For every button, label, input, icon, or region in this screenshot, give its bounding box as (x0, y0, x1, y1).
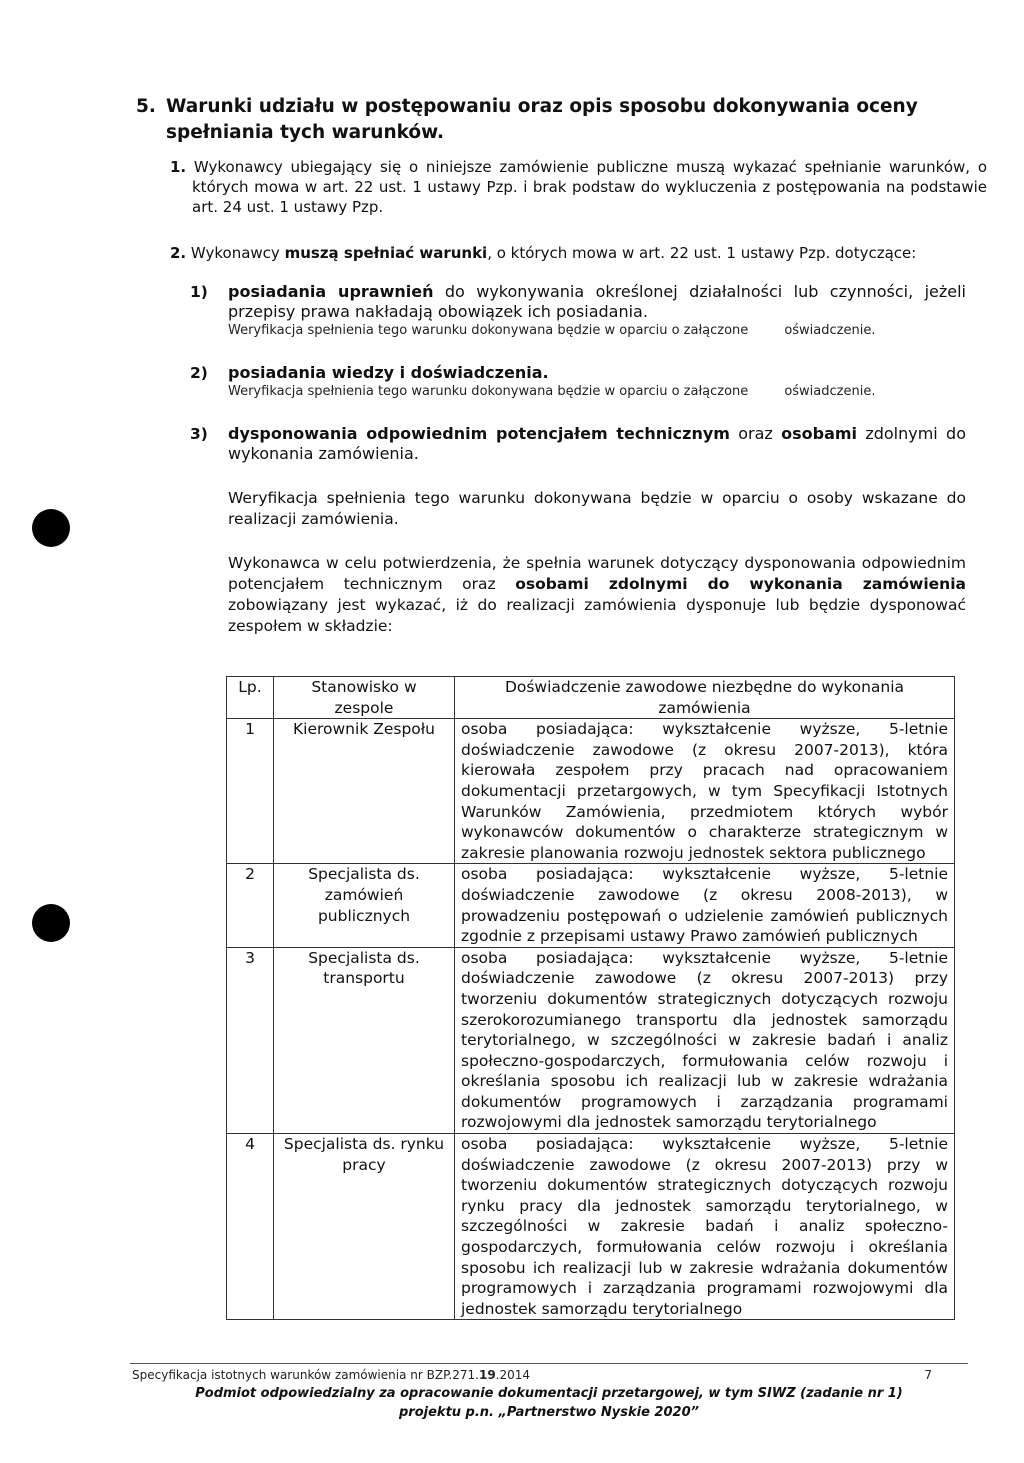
condition-3-marker: 3) (190, 425, 208, 443)
condition-2 (190, 363, 966, 401)
section-title: Warunki udziału w postępowaniu oraz opis sposobu dokonywania oceny spełniania tych warunków. (166, 96, 918, 143)
contractor-paragraph (228, 553, 966, 637)
row-experience: osoba posiadająca: wykształcenie wyższe, 5-letnie doświadczenie zawodowe (z okresu 2007-2013) przy w tworzeniu dokumentów strategicznych dotyczących rozwoju rynku pracy dla jednostek samorządu terytorialnego, w szczególności w zakresie badań i analiz społeczno-gospodarczych, formułowania celów rozwoju i określania sposobu ich realizacji lub w zakresie wdrażania dokumentów programowych i zarządzania programami rozwojowymi dla jednostek samorządu terytorialnego (455, 1134, 955, 1320)
footer-divider (130, 1363, 968, 1364)
row-lp: 2 (227, 864, 274, 947)
row-lp: 4 (227, 1134, 274, 1320)
section-number: 5. (136, 96, 156, 117)
footer-spec-before: Specyfikacja istotnych warunków zamówienia nr BZP.271. (132, 1368, 479, 1382)
row-position: Specjalista ds. transportu (274, 947, 455, 1133)
paragraph-1 (170, 157, 987, 217)
table-row (227, 719, 955, 864)
condition-3 (190, 424, 966, 464)
header-position: Stanowisko w zespole (274, 677, 455, 719)
row-position: Kierownik Zespołu (274, 719, 455, 864)
paragraph-2-text-after: , o których mowa w art. 22 ust. 1 ustawy Pzp. dotyczące: (487, 244, 917, 262)
condition-2-verification-tail: oświadczenie. (784, 384, 876, 399)
condition-3-rest: zdolnymi do wykonania zamówienia. (228, 424, 966, 463)
condition-2-marker: 2) (190, 364, 208, 382)
page-number: 7 (924, 1368, 932, 1382)
row-lp: 1 (227, 719, 274, 864)
row-position: Specjalista ds. zamówień publicznych (274, 864, 455, 947)
condition-1-verification: Weryfikacja spełnienia tego warunku dokonywana będzie w oparciu o załączone (228, 323, 749, 338)
row-position: Specjalista ds. rynku pracy (274, 1134, 455, 1320)
table-row (227, 947, 955, 1133)
condition-1-marker: 1) (190, 283, 208, 301)
condition-2-bold: posiadania wiedzy i doświadczenia. (228, 363, 549, 382)
condition-1-verification-tail: oświadczenie. (784, 323, 876, 338)
condition-3-bold2: osobami (781, 424, 858, 443)
row-experience: osoba posiadająca: wykształcenie wyższe, 5-letnie doświadczenie zawodowe (z okresu 2007-2013), która kierowała zespołem przy pracach nad opracowaniem dokumentacji przetargowych, w tym Specyfikacji Istotnych Warunków Zamówienia, przedmiotem których wybór wykonawców dokumentów o charakterze strategicznym w zakresie planowania rozwoju jednostek sektora publicznego (455, 719, 955, 864)
condition-2-verification: Weryfikacja spełnienia tego warunku dokonywana będzie w oparciu o załączone (228, 384, 749, 399)
header-experience: Doświadczenie zawodowe niezbędne do wykonania zamówienia (455, 677, 955, 719)
paragraph-1-number: 1. (170, 158, 187, 176)
section-heading (136, 94, 996, 146)
team-table (226, 676, 955, 1320)
footer-spec-line (132, 1367, 968, 1383)
table-row (227, 864, 955, 947)
condition-1-bold: posiadania uprawnień (228, 282, 434, 301)
footer-spec-bold: 19 (478, 1368, 496, 1382)
punch-hole-bottom (32, 904, 70, 942)
paragraph-2-text-before: Wykonawcy (190, 244, 280, 262)
table-row (227, 1134, 955, 1320)
paragraph-1-text: Wykonawcy ubiegający się o niniejsze zamówienie publiczne muszą wykazać spełnianie warunków, o których mowa w art. 22 ust. 1 ustawy Pzp. i brak podstaw do wykluczenia z postępowania na podstawie art. 24 ust. 1 ustawy Pzp. (192, 158, 987, 216)
condition-1-rest: do wykonywania określonej działalności lub czynności, jeżeli przepisy prawa nakładają obowiązek ich posiadania. (228, 282, 967, 321)
row-lp: 3 (227, 947, 274, 1133)
row-experience: osoba posiadająca: wykształcenie wyższe, 5-letnie doświadczenie zawodowe (z okresu 2007-2013) przy tworzeniu dokumentów strategicznych dotyczących rozwoju szerokorozumianego transportu dla jednostek samorządu terytorialnego, w szczególności w zakresie badań i analiz społeczno-gospodarczych, formułowania celów rozwoju i określania sposobu ich realizacji lub w zakresie wdrażania dokumentów programowych i zarządzania programami rozwojowymi dla jednostek samorządu terytorialnego (455, 947, 955, 1133)
contractor-text-after: zobowiązany jest wykazać, iż do realizacji zamówienia dysponuje lub będzie dysponować zespołem w składzie: (228, 596, 966, 635)
contractor-text-bold: osobami zdolnymi do wykonania zamówienia (515, 575, 966, 593)
paragraph-2-text-bold: muszą spełniać warunki (284, 244, 488, 262)
punch-hole-top (32, 509, 70, 547)
footer-line-3: projektu p.n. „Partnerstwo Nyskie 2020” (399, 1405, 699, 1420)
paragraph-2 (170, 243, 965, 263)
footer-spec-after: .2014 (495, 1368, 531, 1382)
verification-3-text: Weryfikacja spełnienia tego warunku dokonywana będzie w oparciu o osoby wskazane do realizacji zamówienia. (228, 489, 966, 528)
row-experience: osoba posiadająca: wykształcenie wyższe, 5-letnie doświadczenie zawodowe (z okresu 2008-2013), w prowadzeniu postępowań o udzielenie zamówień publicznych zgodnie z przepisami ustawy Prawo zamówień publicznych (455, 864, 955, 947)
condition-1 (190, 282, 966, 340)
header-lp: Lp. (227, 677, 274, 719)
paragraph-2-number: 2. (170, 244, 187, 262)
footer-responsible (130, 1384, 968, 1422)
footer-line-2: Podmiot odpowiedzialny za opracowanie dokumentacji przetargowej, w tym SIWZ (zadanie nr 1) (195, 1386, 903, 1401)
condition-3-bold: dysponowania odpowiednim potencjałem technicznym (228, 424, 730, 443)
condition-3-middle: oraz (729, 424, 782, 443)
table-header-row (227, 677, 955, 719)
contractor-text-before: Wykonawca w celu potwierdzenia, że spełnia warunek dotyczący dysponowania odpowiednim potencjałem technicznym oraz (228, 554, 966, 593)
